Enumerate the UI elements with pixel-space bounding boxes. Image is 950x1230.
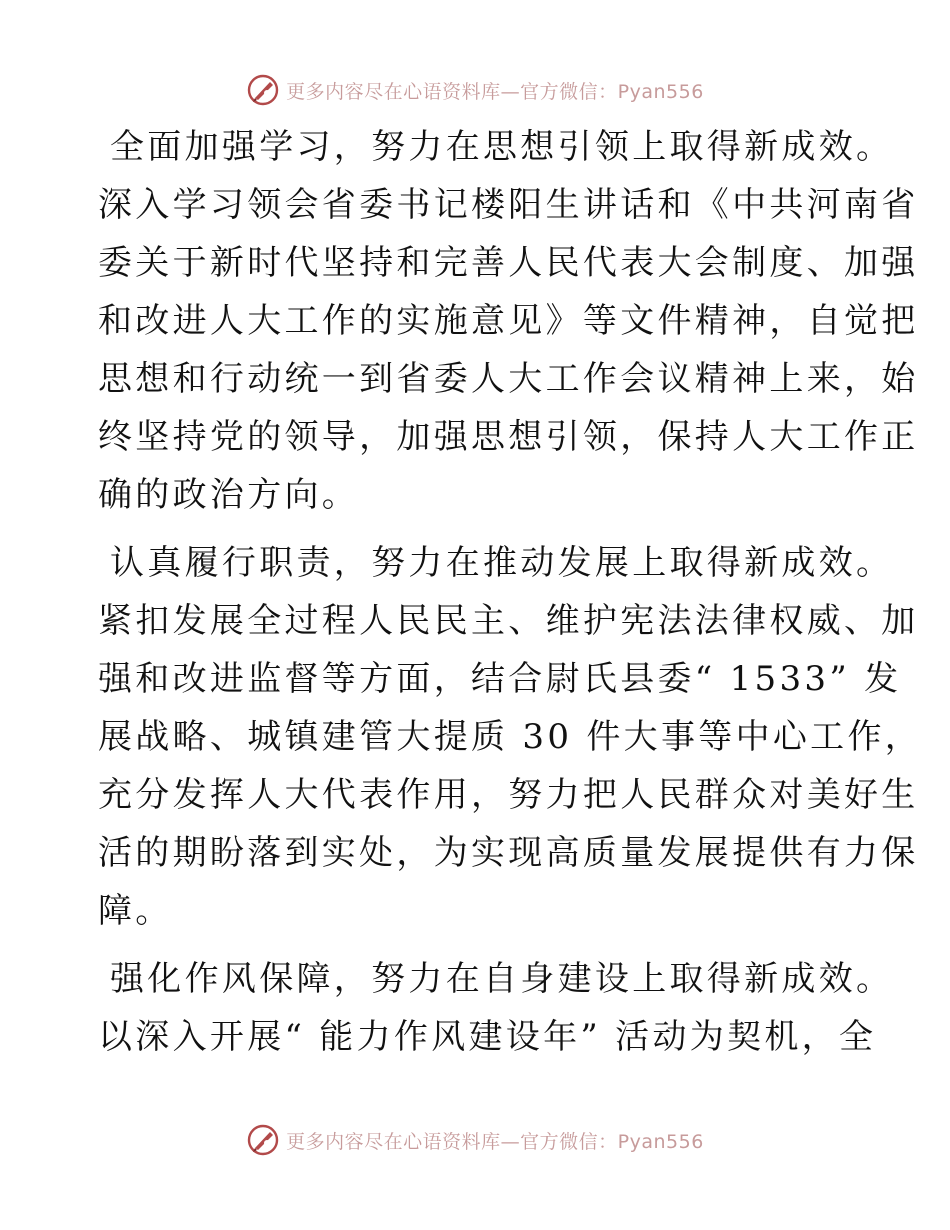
paragraph-line: 和改进人大工作的实施意见》等文件精神，自觉把 [98,301,919,341]
footer-watermark [0,1120,950,1160]
paragraph-line: 委关于新时代坚持和完善人民代表大会制度、加强 [98,243,919,283]
paragraph-line: 深入学习领会省委书记楼阳生讲话和《中共河南省 [98,185,919,225]
paragraph-line: 以深入开展“ 能力作风建设年” 活动为契机，全 [98,1017,877,1057]
header-watermark [0,70,950,110]
section-heading: 强化作风保障，努力在自身建设上取得新成效。 [110,959,894,999]
paragraph-line: 障。 [98,891,173,931]
section-style [98,950,894,1066]
paragraph-line: 充分发挥人大代表作用，努力把人民群众对美好生 [98,775,919,815]
paragraph-line: 活的期盼落到实处，为实现高质量发展提供有力保 [98,833,919,873]
section-duties [98,534,923,940]
section-study [98,118,919,524]
paragraph-line: 确的政治方向。 [98,475,360,515]
document-body [98,118,923,1076]
paragraph-line: 展战略、城镇建管大提质 30 件大事等中心工作， [98,717,923,757]
watermark-text: 更多内容尽在心语资料库—官方微信：Pyan556 [286,80,704,103]
quill-pen-logo-icon [246,1123,280,1157]
paragraph-line: 强和改进监督等方面，结合尉氏县委“ 1533” 发 [98,659,902,699]
paragraph-line: 思想和行动统一到省委人大工作会议精神上来，始 [98,359,919,399]
section-heading: 全面加强学习，努力在思想引领上取得新成效。 [110,127,894,167]
watermark-text: 更多内容尽在心语资料库—官方微信：Pyan556 [286,1130,704,1153]
quill-pen-logo-icon [246,73,280,107]
paragraph-line: 紧扣发展全过程人民民主、维护宪法法律权威、加 [98,601,919,641]
section-heading: 认真履行职责，努力在推动发展上取得新成效。 [110,543,894,583]
watermark-wechat-id: Pyan556 [617,1130,704,1153]
paragraph-line: 终坚持党的领导，加强思想引领，保持人大工作正 [98,417,919,457]
watermark-wechat-id: Pyan556 [617,80,704,103]
